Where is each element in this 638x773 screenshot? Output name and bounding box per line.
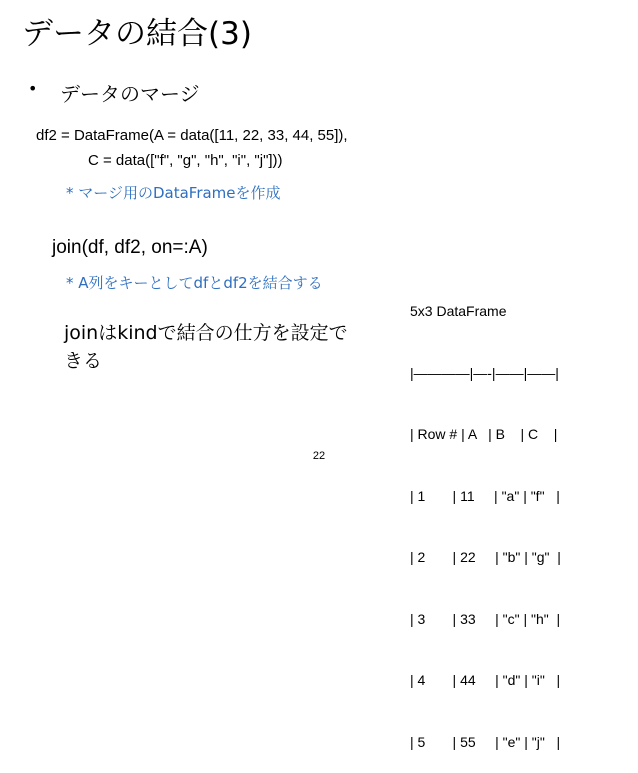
- table-line: | 4 | 44 | "d" | "i" |: [410, 672, 561, 688]
- table-line: | 5 | 55 | "e" | "j" |: [410, 733, 561, 750]
- slide-title: データの結合(3): [22, 16, 252, 52]
- comment-join-key: * A列をキーとしてdfとdf2を結合する: [66, 274, 323, 292]
- table-line: |————|—-|——|——|: [410, 364, 559, 381]
- page-number: 22: [312, 450, 326, 462]
- join-call: join(df, df2, on=:A): [52, 237, 208, 258]
- code-line-1: df2 = DataFrame(A = data([11, 22, 33, 44, 55]),: [36, 127, 348, 144]
- code-line-2: C = data(["f", "g", "h", "i", "j"])): [88, 152, 283, 169]
- bullet-text: データのマージ: [60, 82, 200, 106]
- output-table: [410, 260, 561, 773]
- table-header: 5x3 DataFrame: [410, 303, 507, 319]
- table-line: | 3 | 33 | "c" | "h" |: [410, 610, 561, 627]
- table-line: | 1 | 11 | "a" | "f" |: [410, 487, 560, 504]
- comment-create-dataframe: * マージ用のDataFrameを作成: [66, 184, 281, 202]
- join-kind-note: joinはkindで結合の仕方を設定できる: [64, 322, 348, 372]
- table-line: | Row # | A | B | C |: [410, 426, 558, 442]
- bullet-symbol: •: [28, 79, 38, 98]
- table-line: | 2 | 22 | "b" | "g" |: [410, 549, 561, 565]
